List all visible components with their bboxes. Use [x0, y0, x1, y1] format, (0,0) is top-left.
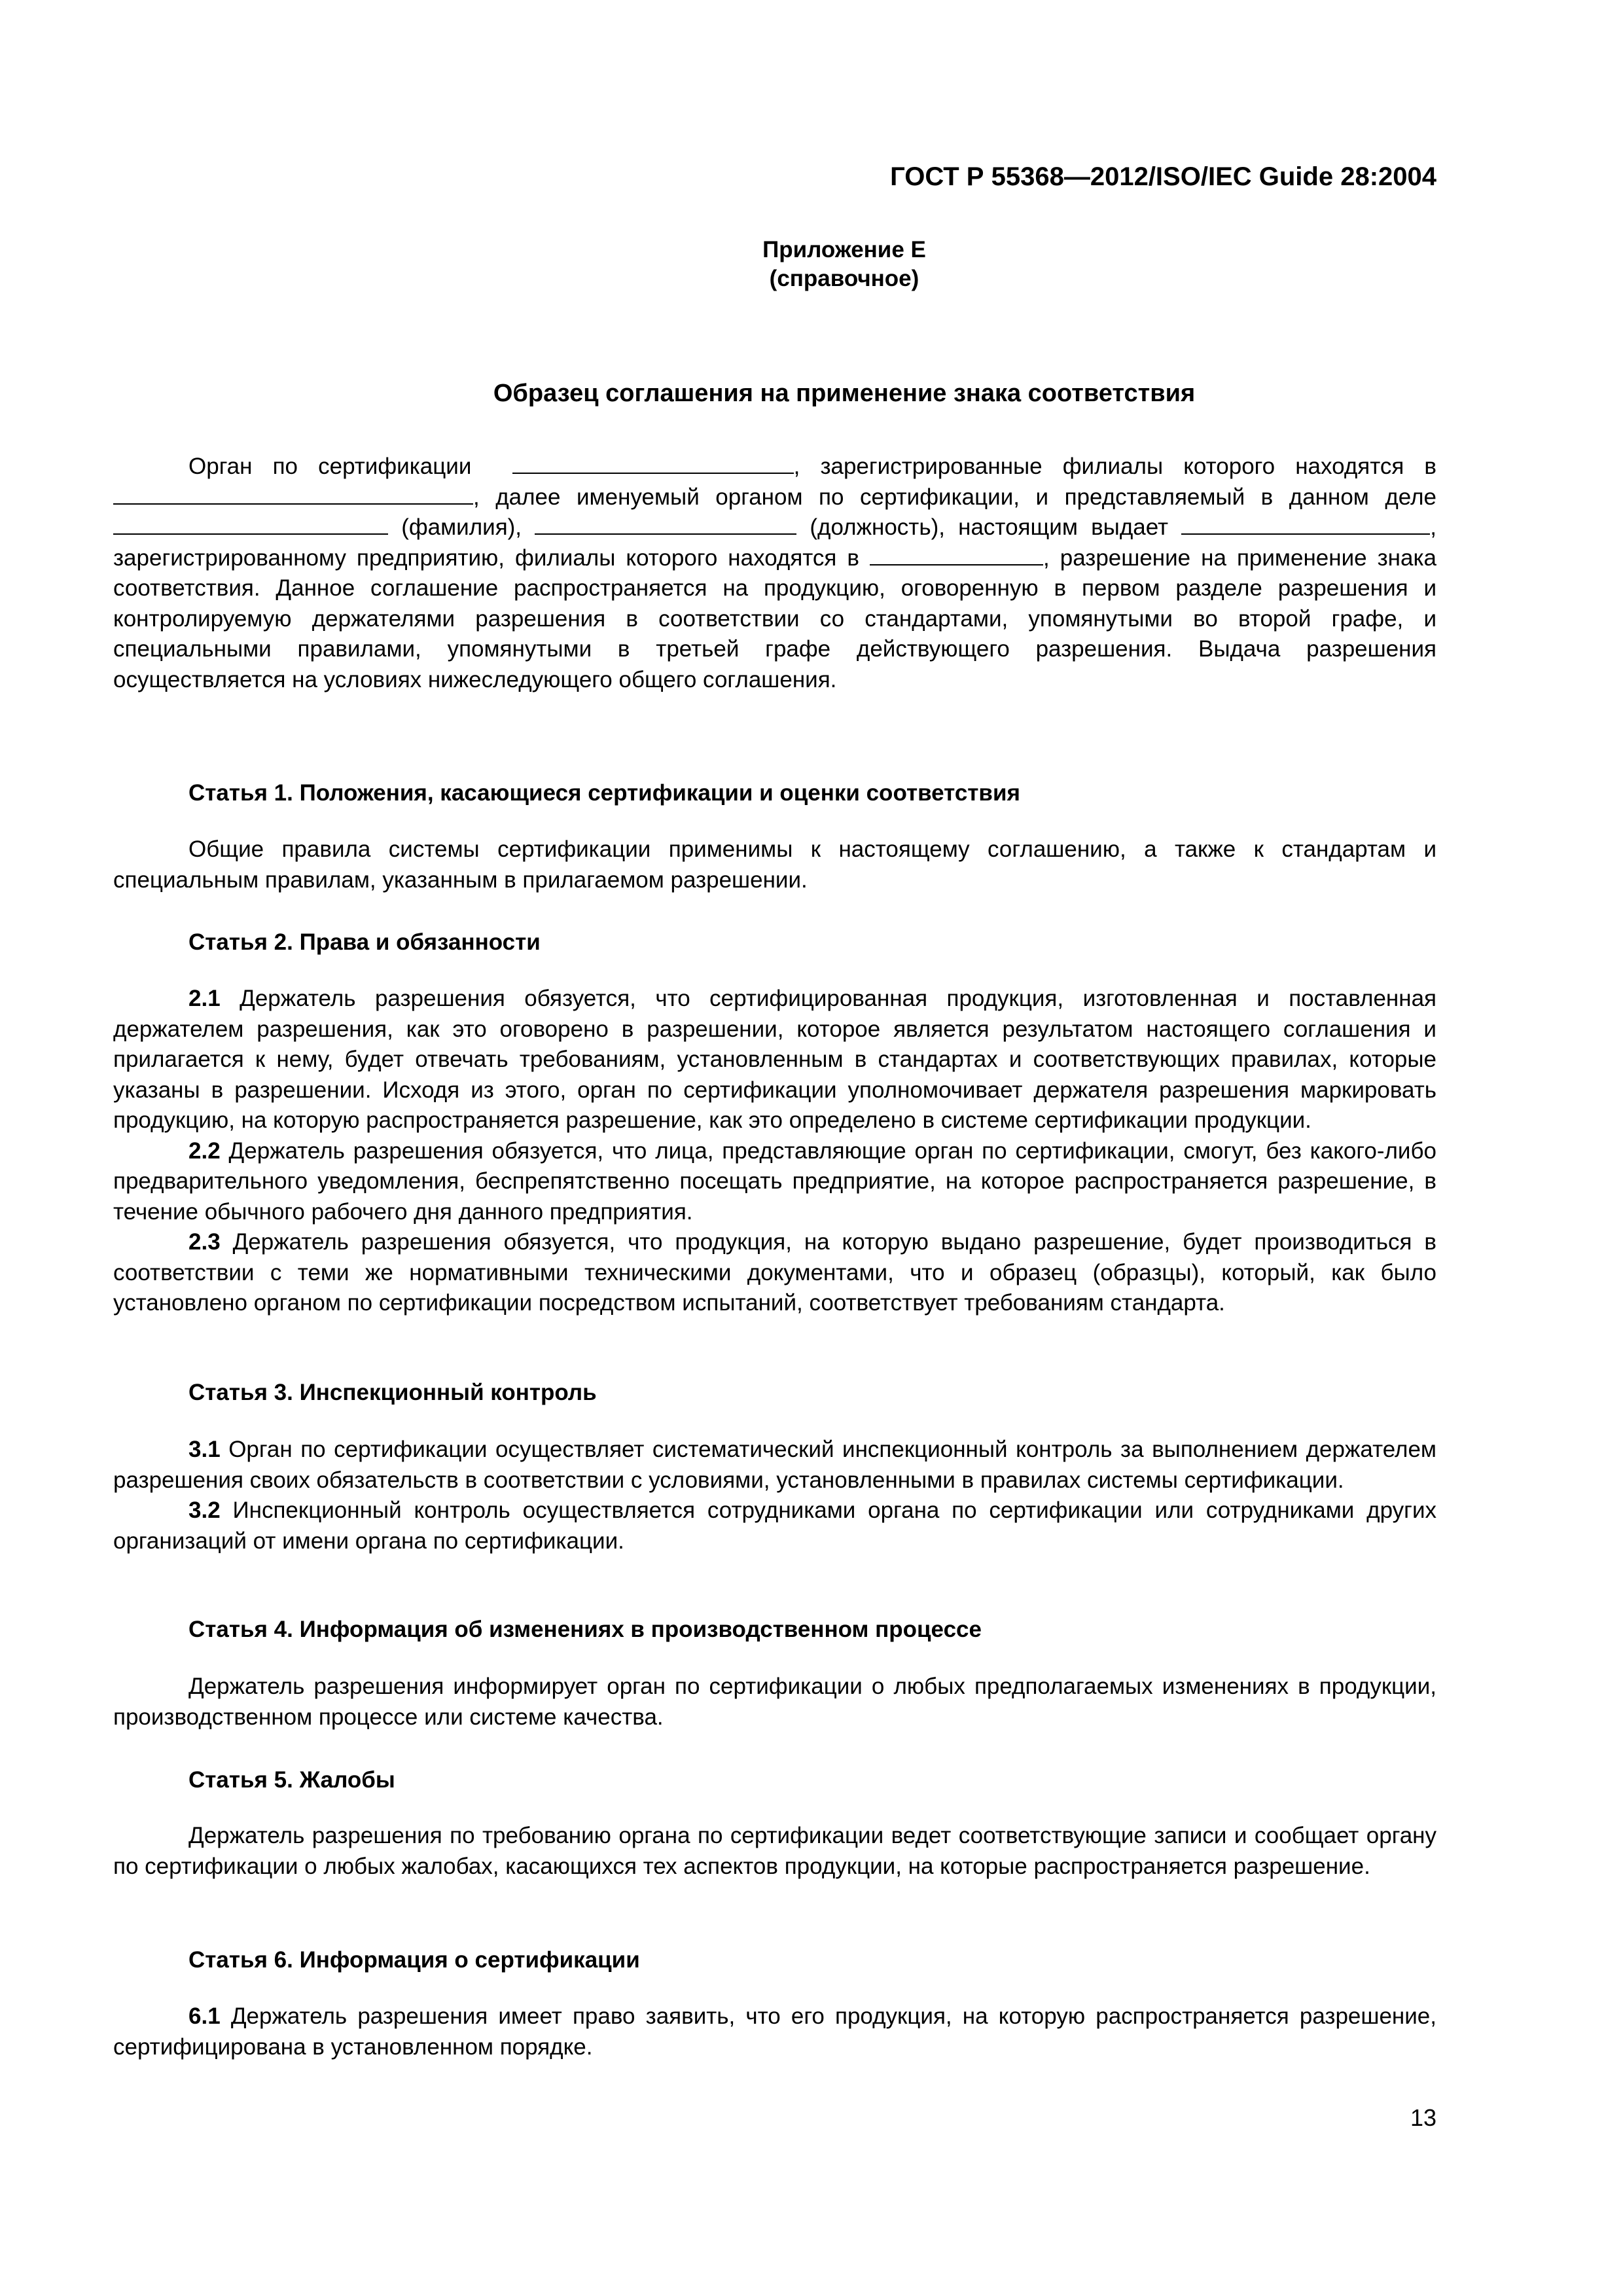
intro-text-1: Орган по сертификации [188, 454, 472, 479]
clause-6-1-number: 6.1 [188, 2003, 221, 2029]
clause-2-2-text: Держатель разрешения обязуется, что лица, представляющие орган по сертификации, смогут, без какого-либо предварительного уведомления, беспрепятственно посещать предприятие, на которое распространяется разрешение, в течение обычного рабочего дня данного предприятия. [113, 1138, 1436, 1225]
recipient-blank [1181, 514, 1430, 535]
clause-3-1 [113, 1435, 1436, 1496]
clause-2-3-text: Держатель разрешения обязуется, что продукция, на которую выдано разрешение, будет производиться в соответствии с теми же нормативными техническими документами, что и образец (образцы), который, как было установлено органом по сертификации посредством испытаний, соответствует требованиям стандарта. [113, 1229, 1436, 1316]
standard-code-header: ГОСТ Р 55368—2012/ISO/IEC Guide 28:2004 [890, 162, 1436, 191]
article-5-heading: Статья 5. Жалобы [188, 1767, 395, 1793]
clause-3-1-number: 3.1 [188, 1437, 221, 1462]
clause-6-1-text: Держатель разрешения имеет право заявить, что его продукция, на которую распространяется разрешение, сертифицирована в установленном порядке. [113, 2003, 1436, 2060]
clause-2-1 [113, 984, 1436, 1136]
clause-2-2-number: 2.2 [188, 1138, 221, 1164]
clause-2-1-text: Держатель разрешения обязуется, что сертифицированная продукция, изготовленная и поставленная держателем разрешения, как это оговорено в разрешении, которое является результатом настоящего соглашения и прилагается к нему, будет отвечать требованиям, установленным в стандартах и соответствующих правилах, которые указаны в разрешении. Исходя из этого, орган по сертификации уполномочивает держателя разрешения маркировать продукцию, на которую распространяется разрешение, как это определено в системе сертификации продукции. [113, 986, 1436, 1133]
certification-body-blank [512, 453, 794, 474]
article-2-body [113, 984, 1436, 1319]
article-2-heading: Статья 2. Права и обязанности [188, 929, 541, 955]
location-blank [113, 484, 473, 505]
article-1-text: Общие правила системы сертификации применимы к настоящему соглашению, а также к стандартам и специальным правилам, указанным в прилагаемом разрешении. [113, 836, 1436, 893]
clause-2-3 [113, 1227, 1436, 1319]
article-3-heading: Статья 3. Инспекционный контроль [188, 1380, 597, 1405]
clause-3-2 [113, 1496, 1436, 1556]
surname-blank [113, 514, 388, 535]
document-title: Образец соглашения на применение знака соответствия [493, 380, 1196, 407]
article-4-text: Держатель разрешения информирует орган по сертификации о любых предполагаемых изменениях в продукции, производственном процессе или системе качества. [113, 1674, 1436, 1730]
intro-text-3: , далее именуемый органом по сертификации, и представляемый в данном деле [473, 484, 1436, 510]
article-4-heading: Статья 4. Информация об изменениях в производственном процессе [188, 1617, 982, 1642]
annex-status: (справочное) [769, 266, 919, 291]
article-5-text: Держатель разрешения по требованию органа по сертификации ведет соответствующие записи и сообщает органу по сертификации о любых жалобах, касающихся тех аспектов продукции, на которые распространяется разрешение. [113, 1823, 1436, 1879]
intro-text-2: , зарегистрированные филиалы которого находятся в [793, 454, 1436, 479]
intro-paragraph [113, 452, 1436, 695]
intro-text-4: (фамилия), [401, 514, 522, 540]
branch-location-blank [870, 545, 1043, 565]
article-6-body [113, 2001, 1436, 2062]
annex-label [0, 236, 1623, 293]
annex-title: Приложение Е [762, 237, 926, 262]
article-4-body [113, 1672, 1436, 1732]
clause-2-2 [113, 1136, 1436, 1228]
article-3-body [113, 1435, 1436, 1556]
clause-2-3-number: 2.3 [188, 1229, 221, 1255]
clause-3-2-number: 3.2 [188, 1498, 221, 1523]
page-number: 13 [1410, 2104, 1436, 2131]
clause-2-1-number: 2.1 [188, 986, 221, 1011]
intro-text-5: (должность), настоящим выдает [810, 514, 1169, 540]
clause-3-2-text: Инспекционный контроль осуществляется сотрудниками органа по сертификации или сотрудниками других организаций от имени органа по сертификации. [113, 1498, 1436, 1554]
clause-6-1 [113, 2001, 1436, 2062]
article-6-heading: Статья 6. Информация о сертификации [188, 1947, 640, 1973]
clause-3-1-text: Орган по сертификации осуществляет систематический инспекционный контроль за выполнением держателем разрешения своих обязательств в соответствии с условиями, установленными в правилах системы сертификации. [113, 1437, 1436, 1493]
intro-text-8: , разрешение на применение знака соответствия. Данное соглашение распространяется на продукцию, оговоренную в первом разделе разрешения и контролируемую держателями разрешения в соответствии со стандартами, упомянутыми во второй графе, и специальными правилами, упомянутыми в третьей графе действующего разрешения. Выдача разрешения осуществляется на условиях нижеследующего общего соглашения. [113, 545, 1436, 692]
article-1-heading: Статья 1. Положения, касающиеся сертификации и оценки соответствия [188, 780, 1020, 806]
intro-text-6: , [1430, 514, 1436, 540]
position-blank [535, 514, 796, 535]
intro-text-7: зарегистрированному предприятию, филиалы которого находятся в [113, 545, 859, 571]
article-5-body [113, 1821, 1436, 1882]
article-1-body [113, 834, 1436, 895]
